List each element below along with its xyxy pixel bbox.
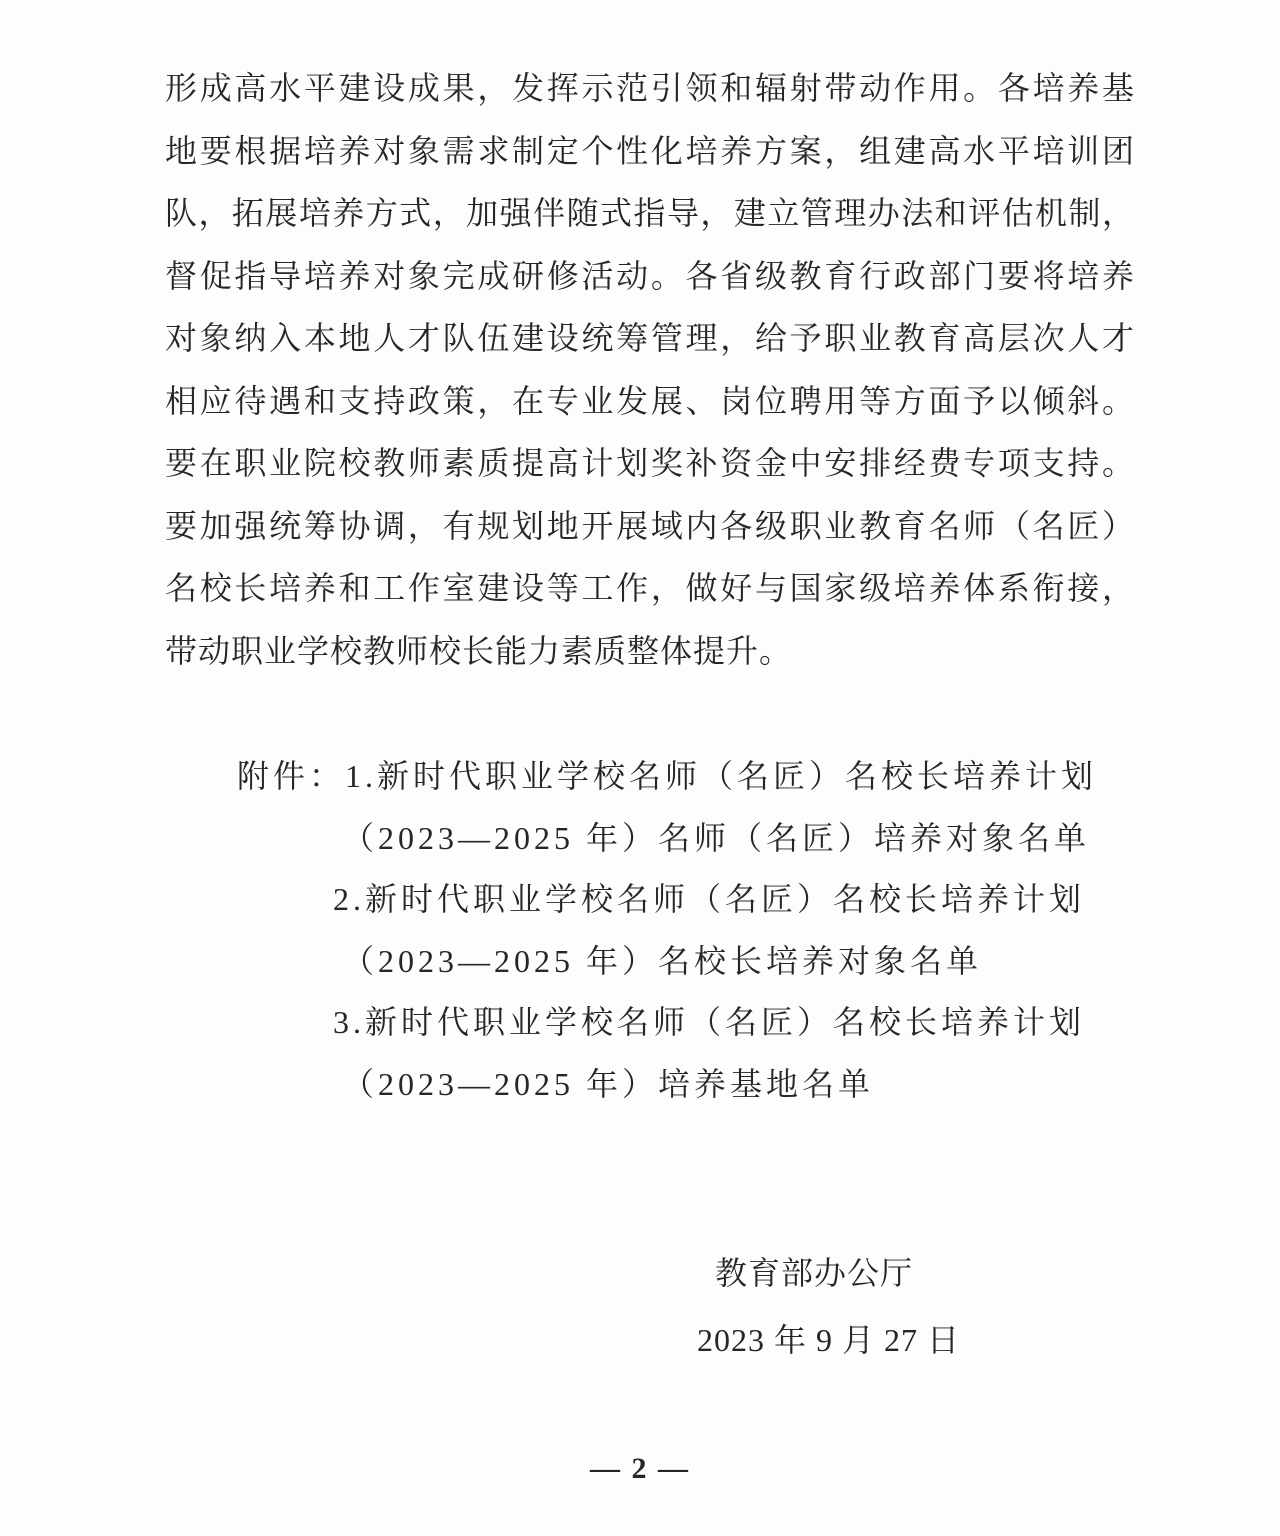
attachment-line [0,746,1280,808]
body-line: 队，拓展培养方式，加强伴随式指导，建立管理办法和评估机制， [165,195,1135,231]
attachment-line: 2.新时代职业学校名师（名匠）名校长培养计划 [333,881,1086,917]
body-line: 带动职业学校教师校长能力素质整体提升。 [165,632,793,669]
body-line: 督促指导培养对象完成研修活动。各省级教育行政部门要将培养 [165,257,1135,294]
attachment-line: （2023—2025 年）培养基地名单 [342,1065,875,1102]
body-line: 地要根据培养对象需求制定个性化培养方案，组建高水平培训团 [165,132,1135,169]
attachment-line: （2023—2025 年）名校长培养对象名单 [342,942,983,979]
body-line: 形成高水平建设成果，发挥示范引领和辐射带动作用。各培养基 [165,70,1135,106]
signature-organization: 教育部办公厅 [715,1255,914,1291]
attachment-item-title: 1.新时代职业学校名师（名匠）名校长培养计划 [345,758,1098,794]
attachment-line: 3.新时代职业学校名师（名匠）名校长培养计划 [333,1004,1086,1040]
body-line: 名校长培养和工作室建设等工作，做好与国家级培养体系衔接， [165,570,1135,606]
body-line: 要在职业院校教师素质提高计划奖补资金中安排经费专项支持。 [165,445,1135,481]
body-paragraph [165,57,1135,682]
body-line: 相应待遇和支持政策，在专业发展、岗位聘用等方面予以倾斜。 [165,382,1135,419]
attachment-label: 附件： [237,758,346,794]
page-number: — 2 — [590,1452,690,1485]
attachment-list [0,746,1280,1115]
body-line: 对象纳入本地人才队伍建设统筹管理，给予职业教育高层次人才 [165,320,1135,356]
attachment-line: （2023—2025 年）名师（名匠）培养对象名单 [342,819,1091,856]
body-line: 要加强统筹协调，有规划地开展域内各级职业教育名师（名匠） [165,507,1135,544]
signature-date: 2023 年 9 月 27 日 [697,1322,961,1358]
